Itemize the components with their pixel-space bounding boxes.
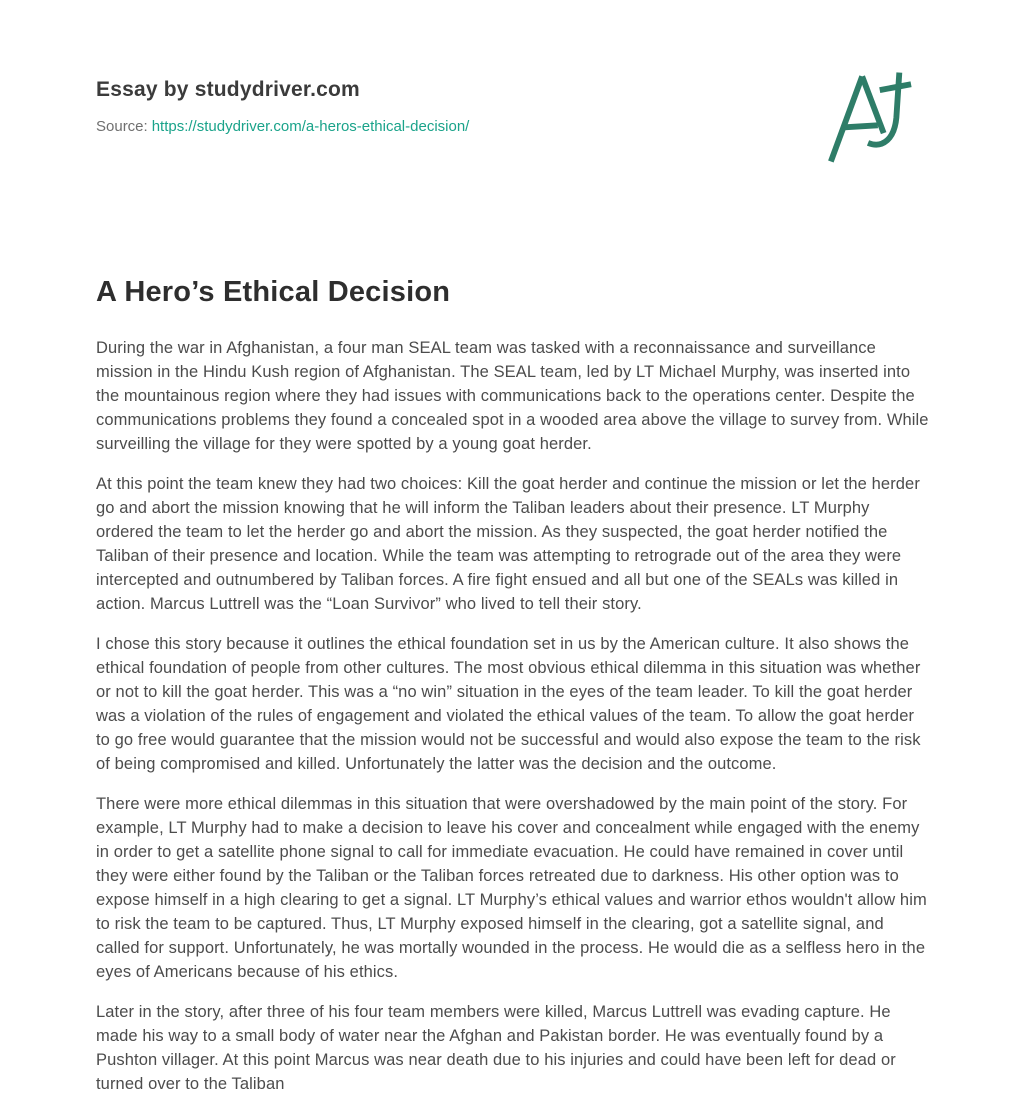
document-header: [96, 78, 929, 164]
essay-paragraph: At this point the team knew they had two choices: Kill the goat herder and continue the mission or let the herder go and abort the mission knowing that he will inform the Taliban leaders about their presence. LT Murphy ordered the team to let the herder go and abort the mission. As they suspected, the goat herder notified the Taliban of their presence and location. While the team was attempting to retrograde out of the area they were intercepted and outnumbered by Taliban forces. A fire fight ensued and all but one of the SEALs was killed in action. Marcus Luttrell was the “Loan Survivor” who lived to tell their story.: [96, 475, 920, 613]
essay-paragraph: There were more ethical dilemmas in this situation that were overshadowed by the main point of the story. For example, LT Murphy had to make a decision to leave his cover and concealment while engaged with the enemy in order to get a satellite phone signal to call for immediate evacuation. He could have remained in cover until they were either found by the Taliban or the Taliban forces retreated due to darkness. His other option was to expose himself in a high clearing to get a signal. LT Murphy’s ethical values and warrior ethos wouldn't allow him to risk the team to be captured. Thus, LT Murphy exposed himself in the clearing, got a satellite signal, and called for support. Unfortunately, he was mortally wounded in the process. He would die as a selfless hero in the eyes of Americans because of his ethics.: [96, 795, 927, 981]
source-label: Source:: [96, 118, 148, 135]
essay-content: [96, 276, 929, 1096]
essay-body: [96, 336, 929, 1096]
logo-svg: [825, 70, 913, 164]
essay-paragraph: Later in the story, after three of his four team members were killed, Marcus Luttrell was evading capture. He made his way to a small body of water near the Afghan and Pakistan border. He was eventually found by a Pushton villager. At this point Marcus was near death due to his injuries and could have been left for dead or turned over to the Taliban: [96, 1003, 896, 1093]
header-text-block: [96, 78, 469, 135]
essay-title: A Hero’s Ethical Decision: [96, 276, 451, 308]
essay-paragraph: During the war in Afghanistan, a four man SEAL team was tasked with a reconnaissance and surveillance mission in the Hindu Kush region of Afghanistan. The SEAL team, led by LT Michael Murphy, was inserted into the mountainous region where they had issues with communications back to the operations center. Despite the communications problems they found a concealed spot in a wooded area above the village to survey from. While surveilling the village for they were spotted by a young goat herder.: [96, 339, 929, 453]
studydriver-logo-icon: [825, 70, 913, 164]
source-line: [96, 118, 469, 135]
essay-paragraph: I chose this story because it outlines the ethical foundation set in us by the American culture. It also shows the ethical foundation of people from other cultures. The most obvious ethical dilemma in this situation was whether or not to kill the goat herder. This was a “no win” situation in the eyes of the team leader. To kill the goat herder was a violation of the rules of engagement and violated the ethical values of the team. To allow the goat herder to go free would guarantee that the mission would not be successful and would also expose the team to the risk of being compromised and killed. Unfortunately the latter was the decision and the outcome.: [96, 635, 921, 773]
byline: Essay by studydriver.com: [96, 78, 360, 101]
source-url-link[interactable]: https://studydriver.com/a-heros-ethical-decision/: [151, 118, 470, 135]
